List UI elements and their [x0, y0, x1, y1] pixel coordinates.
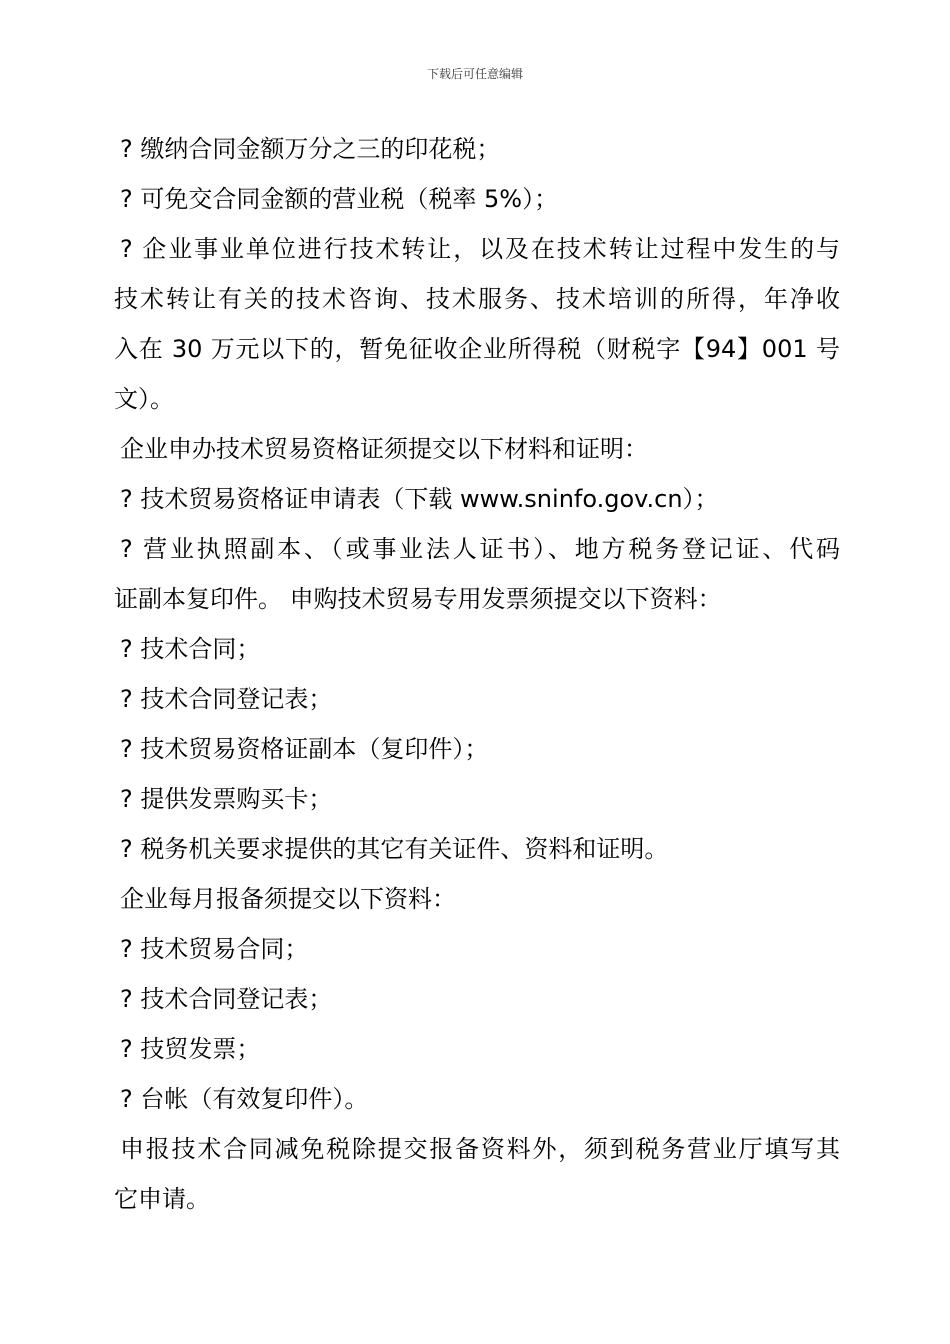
list-item: ? 提供发票购买卡；	[120, 785, 333, 813]
list-item: ? 技术合同登记表；	[120, 685, 333, 713]
page-header: 下载后可任意编辑	[426, 67, 523, 81]
paragraph-line: 入在 30 万元以下的，暂免征收企业所得税（财税字【94】001 号	[114, 335, 840, 363]
list-item: ? 技术合同登记表；	[120, 985, 333, 1013]
paragraph-line: 文）。	[114, 385, 174, 413]
paragraph-line: 技术转让有关的技术咨询、技术服务、技术培训的所得，年净收	[114, 285, 840, 313]
list-item: ? 技术贸易资格证副本（复印件）；	[120, 735, 489, 763]
section-heading: 企业申办技术贸易资格证须提交以下材料和证明：	[120, 435, 648, 463]
list-item: ? 技术合同；	[120, 635, 261, 663]
list-item: ? 台帐（有效复印件）。	[120, 1085, 369, 1113]
list-item: ? 技贸发票；	[120, 1035, 261, 1063]
paragraph-line: 它申请。	[114, 1185, 210, 1213]
paragraph-line: 申报技术合同减免税除提交报备资料外，须到税务营业厅填写其	[120, 1135, 840, 1163]
document-body	[114, 124, 840, 1224]
list-item: ? 技术贸易合同；	[120, 935, 309, 963]
list-item: ? 可免交合同金额的营业税（税率 5%）；	[120, 185, 559, 213]
paragraph-line: 证副本复印件。 申购技术贸易专用发票须提交以下资料：	[114, 585, 722, 613]
section-heading: 企业每月报备须提交以下资料：	[120, 885, 456, 913]
list-item: ? 缴纳合同金额万分之三的印花税；	[120, 135, 501, 163]
list-item: ? 企业事业单位进行技术转让，以及在技术转让过程中发生的与	[120, 235, 840, 263]
list-item: ? 营业执照副本、（或事业法人证书）、地方税务登记证、代码	[120, 535, 840, 563]
list-item: ? 技术贸易资格证申请表（下载 www.sninfo.gov.cn）；	[120, 485, 719, 513]
list-item: ? 税务机关要求提供的其它有关证件、资料和证明。	[120, 835, 669, 863]
